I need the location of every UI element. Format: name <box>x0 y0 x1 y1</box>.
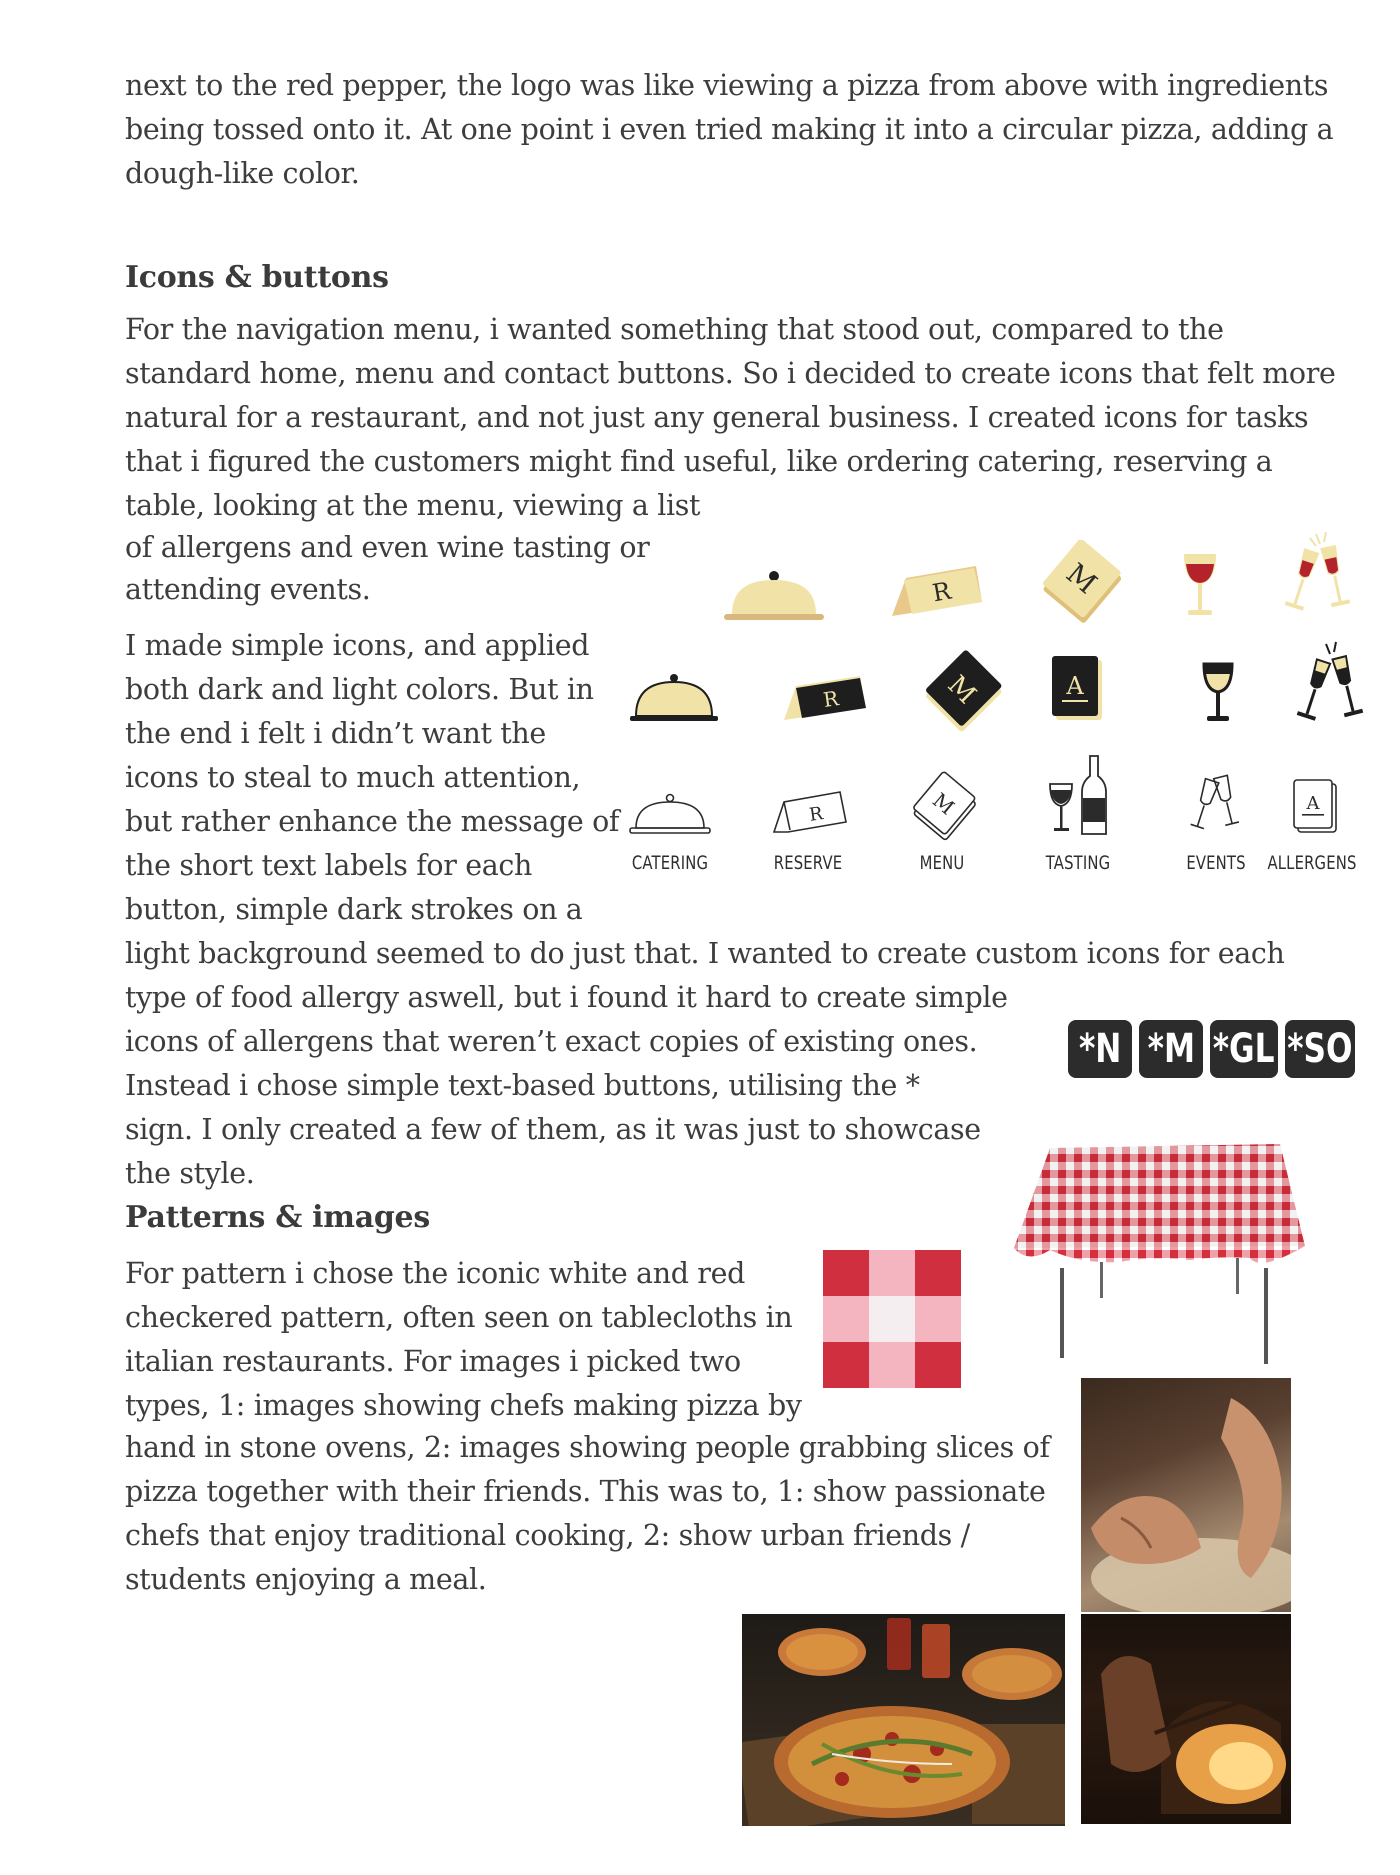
text-line: type of food allergy aswell, but i found it hard to create simple <box>125 981 1008 1014</box>
text-line: the short text labels for each <box>125 849 532 882</box>
chef-kneading-dough-photo <box>1081 1378 1291 1612</box>
text-line: students enjoying a meal. <box>125 1563 487 1596</box>
text-line: types, 1: images showing chefs making pizza by <box>125 1389 802 1422</box>
intro-paragraph <box>125 64 1333 196</box>
text-line: natural for a restaurant, and not just any general business. I created icons for tasks <box>125 401 1309 434</box>
menu-book-dark-icon <box>918 648 1008 738</box>
text-line: being tossed onto it. At one point i even tried making it into a circular pizza, adding a <box>125 113 1334 146</box>
text-line: attending events. <box>125 573 371 606</box>
cheers-glasses-dark-icon <box>1290 640 1370 730</box>
icon-label-tasting: TASTING <box>1045 852 1111 874</box>
text-line: checkered pattern, often seen on tablecloths in <box>125 1301 793 1334</box>
allergen-button-nuts[interactable]: *N <box>1068 1020 1132 1078</box>
icons-buttons-heading: Icons & buttons <box>125 260 389 295</box>
reserve-card-dark-icon <box>780 668 868 726</box>
text-line: hand in stone ovens, 2: images showing people grabbing slices of <box>125 1431 1050 1464</box>
text-line: chefs that enjoy traditional cooking, 2: show urban friends / <box>125 1519 970 1552</box>
text-line: For the navigation menu, i wanted something that stood out, compared to the <box>125 313 1224 346</box>
tasting-wine-bottle-outline-icon <box>1046 754 1110 840</box>
svg-text:R: R <box>821 686 840 712</box>
svg-text:M: M <box>928 787 960 820</box>
svg-text:M: M <box>941 670 982 711</box>
text-line: standard home, menu and contact buttons. So i decided to create icons that felt more <box>125 357 1336 390</box>
allergens-book-dark-icon <box>1048 652 1108 724</box>
text-line: of allergens and even wine tasting or <box>125 531 650 564</box>
icon-label-catering: CATERING <box>631 852 709 874</box>
icon-label-menu: MENU <box>919 852 965 874</box>
text-line: pizza together with their friends. This was to, 1: show passionate <box>125 1475 1046 1508</box>
friends-sharing-pizza-photo <box>742 1614 1065 1826</box>
text-line: both dark and light colors. But in <box>125 673 594 706</box>
reserve-card-outline-icon <box>770 786 848 838</box>
checkered-pattern-swatch <box>823 1250 961 1388</box>
allergen-button-soy[interactable]: *SO <box>1285 1020 1355 1078</box>
svg-text:M: M <box>1059 556 1104 601</box>
menu-book-light-icon <box>1038 540 1128 626</box>
checkered-tablecloth-image <box>1010 1138 1310 1374</box>
icon-label-reserve: RESERVE <box>773 852 843 874</box>
icon-label-allergens: ALLERGENS <box>1267 852 1357 874</box>
text-line: table, looking at the menu, viewing a list <box>125 489 701 522</box>
svg-text:A: A <box>1066 672 1084 700</box>
text-line: dough-like color. <box>125 157 360 190</box>
text-line: icons of allergens that weren’t exact copies of existing ones. <box>125 1025 978 1058</box>
text-line: button, simple dark strokes on a <box>125 893 583 926</box>
allergen-button-gluten[interactable]: *GL <box>1210 1020 1278 1078</box>
catering-cloche-light-icon <box>722 562 826 624</box>
events-cheers-outline-icon <box>1184 766 1248 840</box>
text-line: but rather enhance the message of <box>125 805 620 838</box>
text-line: the style. <box>125 1157 255 1190</box>
text-line: icons to steal to much attention, <box>125 761 581 794</box>
text-line: For pattern i chose the iconic white and red <box>125 1257 745 1290</box>
text-line: that i figured the customers might find useful, like ordering catering, reserving a <box>125 445 1273 478</box>
catering-cloche-dark-icon <box>628 668 720 726</box>
svg-text:R: R <box>930 576 953 608</box>
text-line: sign. I only created a few of them, as it was just to showcase <box>125 1113 981 1146</box>
reserve-card-light-icon <box>886 558 986 624</box>
patterns-images-heading: Patterns & images <box>125 1200 430 1235</box>
text-line: Instead i chose simple text-based buttons, utilising the * <box>125 1069 920 1102</box>
svg-text:R: R <box>807 803 825 826</box>
icon-label-events: EVENTS <box>1186 852 1246 874</box>
text-line: I made simple icons, and applied <box>125 629 590 662</box>
cheers-glasses-light-icon <box>1276 530 1360 620</box>
allergens-book-outline-icon <box>1290 776 1340 836</box>
pizza-oven-photo <box>1081 1614 1291 1824</box>
svg-text:A: A <box>1306 793 1320 814</box>
text-line: next to the red pepper, the logo was like viewing a pizza from above with ingredients <box>125 69 1329 102</box>
text-line: the end i felt i didn’t want the <box>125 717 546 750</box>
allergen-button-milk[interactable]: *M <box>1139 1020 1203 1078</box>
wine-glass-light-icon <box>1178 550 1222 620</box>
menu-book-outline-icon <box>906 770 982 846</box>
catering-cloche-outline-icon <box>628 790 712 838</box>
wine-glass-dark-icon <box>1198 660 1238 726</box>
text-line: italian restaurants. For images i picked two <box>125 1345 741 1378</box>
text-line: light background seemed to do just that. I wanted to create custom icons for each <box>125 937 1285 970</box>
